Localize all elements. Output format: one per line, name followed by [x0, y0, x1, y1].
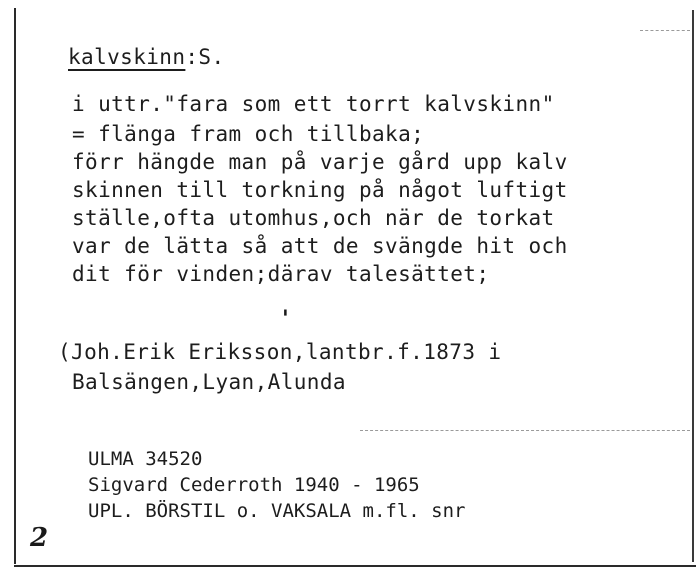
body-line-2: = flänga fram och tillbaka;	[72, 122, 425, 146]
headword-line	[68, 45, 225, 69]
archive-number: ULMA 34520	[88, 448, 203, 470]
body-line-5: ställe,ofta utomhus,och när de torkat	[72, 206, 555, 230]
headword-suffix: :S.	[185, 45, 225, 69]
body-line-6: var de lätta så att de svängde hit och	[72, 234, 568, 258]
body-line-4: skinnen till torkning på något luftigt	[72, 178, 568, 202]
usage-prefix: i uttr."	[72, 92, 177, 116]
card-bottom-border	[14, 565, 696, 567]
faint-rule-top	[640, 30, 690, 32]
card-number: 2	[30, 523, 49, 553]
stray-mark: '	[282, 306, 289, 332]
body-line-1	[72, 92, 555, 116]
usage-phrase: fara som ett torrt kalvskinn"	[176, 92, 555, 116]
card-right-border	[692, 10, 694, 562]
headword: kalvskinn	[68, 45, 186, 69]
parish-line: UPL. BÖRSTIL o. VAKSALA m.fl. snr	[88, 500, 466, 522]
source-line-1: (Joh.Erik Eriksson,lantbr.f.1873 i	[58, 340, 502, 364]
source-line-2: Balsängen,Lyan,Alunda	[72, 370, 346, 394]
body-line-3: förr hängde man på varje gård upp kalv	[72, 150, 568, 174]
body-line-7: dit för vinden;därav talesättet;	[72, 262, 490, 286]
collector-line: Sigvard Cederroth 1940 - 1965	[88, 474, 420, 496]
faint-rule	[360, 430, 690, 432]
card-left-border	[14, 8, 16, 564]
